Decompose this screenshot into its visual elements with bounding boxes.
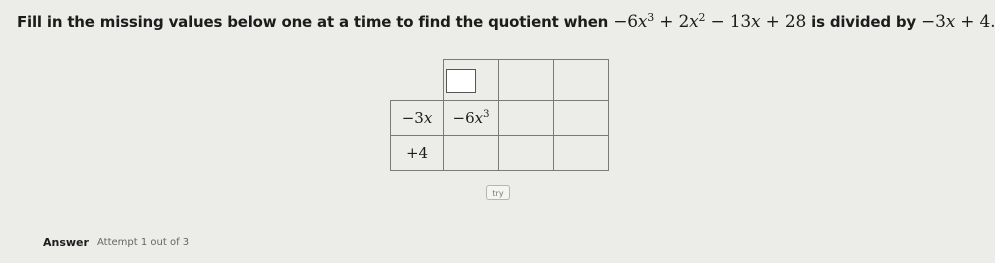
divisor-expression: −3x + 4. (921, 12, 995, 32)
question-prefix: Fill in the missing values below one at a time to find the quotient when (17, 13, 614, 31)
dividend-expression: $-6x^3 + 2x^2 - 13x + 28$ (613, 11, 807, 32)
product-cell-2-2 (499, 136, 554, 171)
question-text (17, 11, 995, 32)
division-grid (390, 59, 609, 171)
attempt-counter: Attempt 1 out of 3 (97, 237, 190, 248)
quotient-cell-1 (444, 60, 499, 101)
quotient-input-box[interactable] (446, 69, 476, 93)
quotient-cell-2 (499, 60, 554, 101)
product-cell-1-2 (499, 101, 554, 136)
product-cell-2-1 (444, 136, 499, 171)
product-cell-1-3 (554, 101, 609, 136)
try-button[interactable]: try (486, 185, 510, 200)
divisor-term-1: −3x (391, 101, 444, 136)
product-cell-1-1: $-6x^3$ (444, 101, 499, 136)
product-cell-2-3 (554, 136, 609, 171)
question-middle: is divided by (806, 13, 922, 31)
grid-corner (391, 60, 444, 101)
divisor-term-2: +4 (391, 136, 444, 171)
answer-label: Answer (43, 236, 89, 249)
quotient-cell-3 (554, 60, 609, 101)
